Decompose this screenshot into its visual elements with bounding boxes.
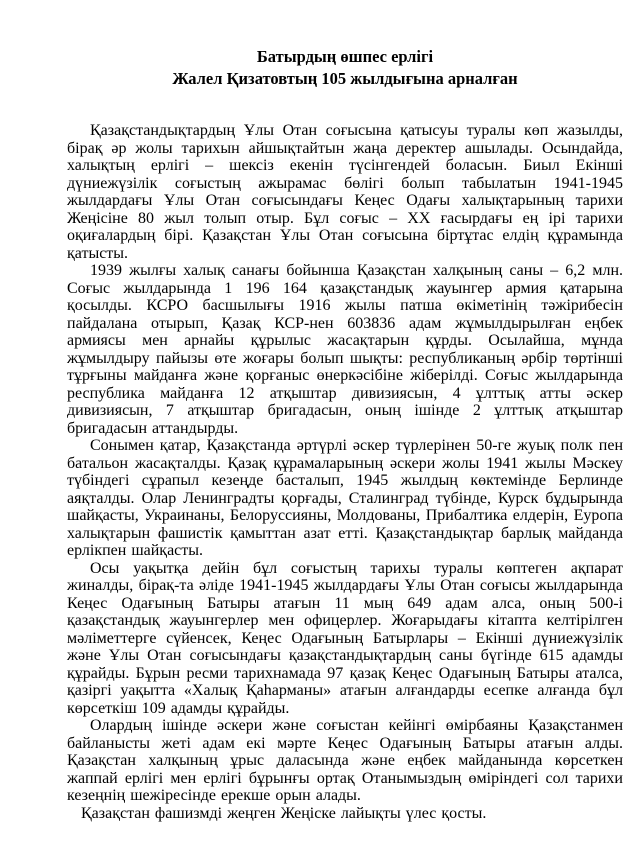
paragraph-6: Қазақстан фашизмді жеңген Жеңіске лайықты үлес қосты. bbox=[81, 804, 487, 822]
paragraph-1: Қазақстандықтардың Ұлы Отан соғысына қатысуы туралы көп жазылды, бірақ әр жолы тарихын айшықтайтын жаңа деректер ашылады. Осындайда, халықтың ерлігі – шексіз екенін түсінгендей боласын. Биыл Екінші дүниежүзілік соғыстың ажырамас бөлігі болып табылатын 1941-1945 жылдардағы Ұлы Отан соғысындағы Кеңес Одағы халықтарының тарихи Жеңісіне 80 жыл толып отыр. Бұл соғыс – ХХ ғасырдағы ең ірі тарихи оқиғалардың бірі. Қазақстан Ұлы Отан соғысына біртұтас елдің құрамында қатысты. bbox=[67, 122, 623, 262]
document-body bbox=[67, 122, 623, 822]
paragraph-4: Осы уақытқа дейін бұл соғыстың тарихы туралы көптеген ақпарат жиналды, бірақ-та әліде 1941-1945 жылдардағы Ұлы Отан соғысы жылдарында Кеңес Одағының Батыры атағын 11 мың 649 адам алса, оның 500-і қазақстандық жауынгерлер мен офицерлер. Жоғарыдағы кітапта келтірілген мәліметтерге сүйенсек, Кеңес Одағының Батырлары – Екінші дүниежүзілік және Ұлы Отан соғысындағы қазақстандықтардың саны бүгінде 615 адамды құрайды. Бұрын ресми тарихнамада 97 қазақ Кеңес Одағының Батыры аталса, қазіргі уақытта «Халық Қаһарманы» атағын алғандарды есепке алғанда бұл көрсеткіш 109 адамды құрайды. bbox=[67, 559, 623, 717]
document-title bbox=[67, 46, 623, 89]
paragraph-5: Олардың ішінде әскери және соғыстан кейінгі өмірбаяны Қазақстанмен байланысты жеті адам екі мәрте Кеңес Одағының Батыры атағын алды. Қазақстан халқының ұрыс даласында және еңбек майданында көрсеткен жаппай ерлігі мен ерлігі бұрынғы ортақ Отанымыздың өміріндегі сол тарихи кезеңнің шежіресінде ерекше орын алады. bbox=[67, 717, 623, 804]
title-line-1: Батырдың өшпес ерлігі bbox=[256, 47, 434, 66]
title-line-2: Жалел Қизатовтың 105 жылдығына арналған bbox=[172, 68, 518, 88]
paragraph-2: 1939 жылғы халық санағы бойынша Қазақстан халқының саны – 6,2 млн. Соғыс жылдарында 1 196 164 қазақстандық жауынгер армия қатарына қосылды. КСРО басшылығы 1916 жылы патша өкіметінің тәжірибесін пайдалана отырып, Қазақ КСР-нен 603836 адам жұмылдырылған еңбек армиясы мен арнайы құрылыс жасақтарын құрды. Осылайша, мұнда жұмылдыру пайызы өте жоғары болып шықты: республиканың әрбір төртінші тұрғыны майданға және қорғаныс өнеркәсібіне жіберілді. Соғыс жылдарында республика майданға 12 атқыштар дивизиясын, 4 ұлттық атты әскер дивизиясын, 7 атқыштар бригадасын, оның ішінде 2 ұлттық атқыштар бригадасын аттандырды. bbox=[67, 262, 623, 437]
paragraph-3: Сонымен қатар, Қазақстанда әртүрлі әскер түрлерінен 50-ге жуық полк пен батальон жасақталды. Қазақ құрамаларының әскери жолы 1941 жылы Мәскеу түбіндегі сұрапыл кезеңде басталып, 1945 жылдың көктемінде Берлинде аяқталды. Олар Ленинградты қорғады, Сталинград түбінде, Курск бұдырында шайқасты, Украинаны, Белоруссияны, Молдованы, Прибалтика елдерін, Еуропа халықтарын фашистік қамыттан азат етті. Қазақстандықтар барлық майданда ерлікпен шайқасты. bbox=[67, 437, 623, 559]
